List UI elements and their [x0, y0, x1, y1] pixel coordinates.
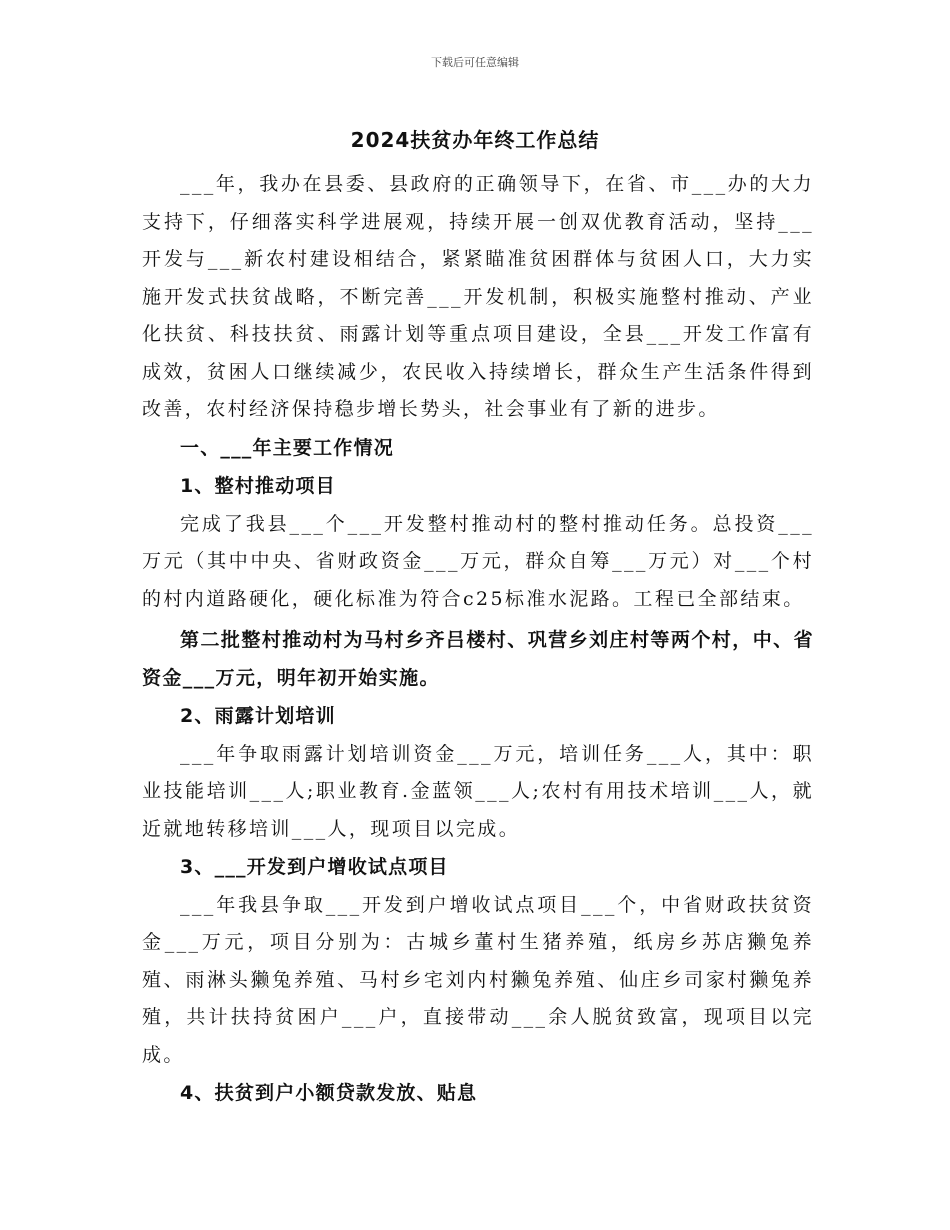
- document-title: 2024扶贫办年终工作总结: [350, 128, 600, 152]
- header-note: 下载后可任意编辑: [431, 56, 519, 69]
- document-body: [142, 166, 814, 1113]
- item-paragraph-1: 完成了我县___个___开发整村推动村的整村推动任务。总投资___万元（其中中央、省财政资金___万元，群众自筹___万元）对___个村的村内道路硬化，硬化标准为符合c25标准水泥路。工程已全部结束。: [142, 512, 814, 610]
- item-paragraph-2: ___年争取雨露计划培训资金___万元，培训任务___人，其中：职业技能培训___人;职业教育.金蓝领___人;农村有用技术培训___人，就近就地转移培训___人，现项目以完成。: [142, 742, 814, 840]
- item-heading-1: 1、整村推动项目: [180, 475, 336, 497]
- item-heading-3: 3、___开发到户增收试点项目: [180, 856, 449, 878]
- section-heading-1: 一、___年主要工作情况: [180, 436, 394, 459]
- item-heading-2: 2、雨露计划培训: [180, 705, 336, 727]
- intro-paragraph: ___年，我办在县委、县政府的正确领导下，在省、市___办的大力支持下，仔细落实科学进展观，持续开展一创双优教育活动，坚持___开发与___新农村建设相结合，紧紧瞄准贫困群体与贫困人口，大力实施开发式扶贫战略，不断完善___开发机制，积极实施整村推动、产业化扶贫、科技扶贫、雨露计划等重点项目建设，全县___开发工作富有成效，贫困人口继续减少，农民收入持续增长，群众生产生活条件得到改善，农村经济保持稳步增长势头，社会事业有了新的进步。: [142, 173, 814, 420]
- item-paragraph-3: ___年我县争取___开发到户增收试点项目___个，中省财政扶贫资金___万元，项目分别为：古城乡董村生猪养殖，纸房乡苏店獭兔养殖、雨淋头獭兔养殖、马村乡宅刘内村獭兔养殖、仙庄乡司家村獭兔养殖，共计扶持贫困户___户，直接带动___余人脱贫致富，现项目以完成。: [142, 893, 814, 1066]
- item-heading-4: 4、扶贫到户小额贷款发放、贴息: [180, 1082, 478, 1104]
- item-bold-paragraph-1: 第二批整村推动村为马村乡齐吕楼村、巩营乡刘庄村等两个村，中、省资金___万元，明年初开始实施。: [142, 629, 814, 689]
